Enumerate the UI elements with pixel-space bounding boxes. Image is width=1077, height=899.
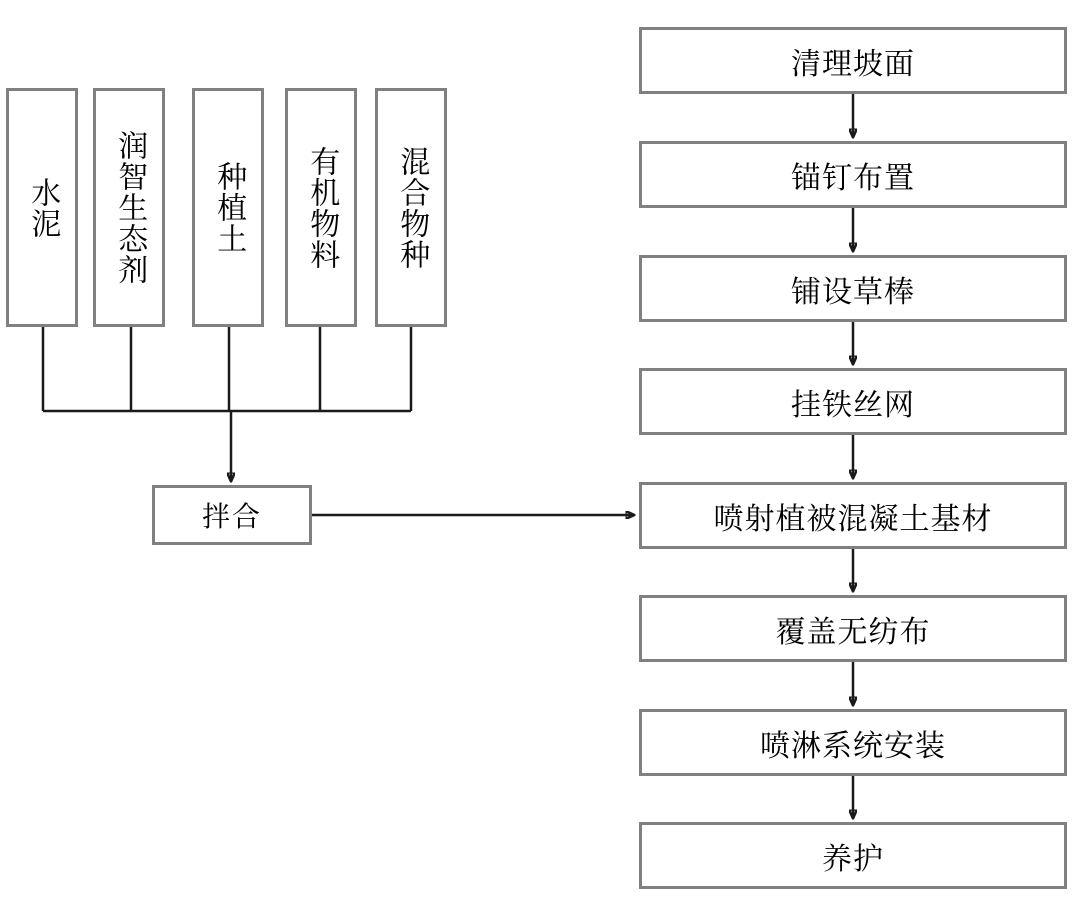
material-label: 有机物料	[305, 145, 339, 270]
material-label: 水泥	[26, 176, 60, 239]
process-step-label: 养护	[822, 842, 884, 876]
process-step-label: 覆盖无纺布	[775, 615, 931, 649]
material-box-seed-mixture	[375, 88, 447, 327]
material-label: 混合物种	[395, 145, 429, 270]
process-step-label: 挂铁丝网	[791, 388, 915, 422]
process-step-lay-straw-rods	[639, 255, 1067, 322]
process-step-label: 锚钉布置	[791, 161, 915, 195]
material-box-organic-material	[285, 88, 357, 327]
process-step-label: 清理坡面	[791, 47, 915, 81]
material-label: 种植土	[212, 161, 246, 254]
process-step-spray-vegetation-concrete	[639, 482, 1067, 549]
process-step-clean-slope	[639, 27, 1067, 94]
process-step-anchor-layout	[639, 141, 1067, 208]
process-node-mixing	[152, 485, 312, 545]
material-box-planting-soil	[192, 88, 264, 327]
process-step-label: 喷射植被混凝土基材	[713, 502, 993, 536]
process-step-cover-nonwoven-fabric	[639, 595, 1067, 662]
process-node-label: 拌合	[201, 501, 262, 532]
process-step-maintenance	[639, 822, 1067, 889]
process-step-label: 铺设草棒	[791, 275, 915, 309]
material-box-ecological-agent	[93, 88, 165, 327]
material-label: 润智生态剂	[113, 130, 147, 285]
material-box-cement	[6, 88, 78, 327]
process-step-install-sprinkler-system	[639, 709, 1067, 776]
process-step-label: 喷淋系统安装	[760, 729, 946, 763]
process-step-hang-wire-mesh	[639, 368, 1067, 435]
